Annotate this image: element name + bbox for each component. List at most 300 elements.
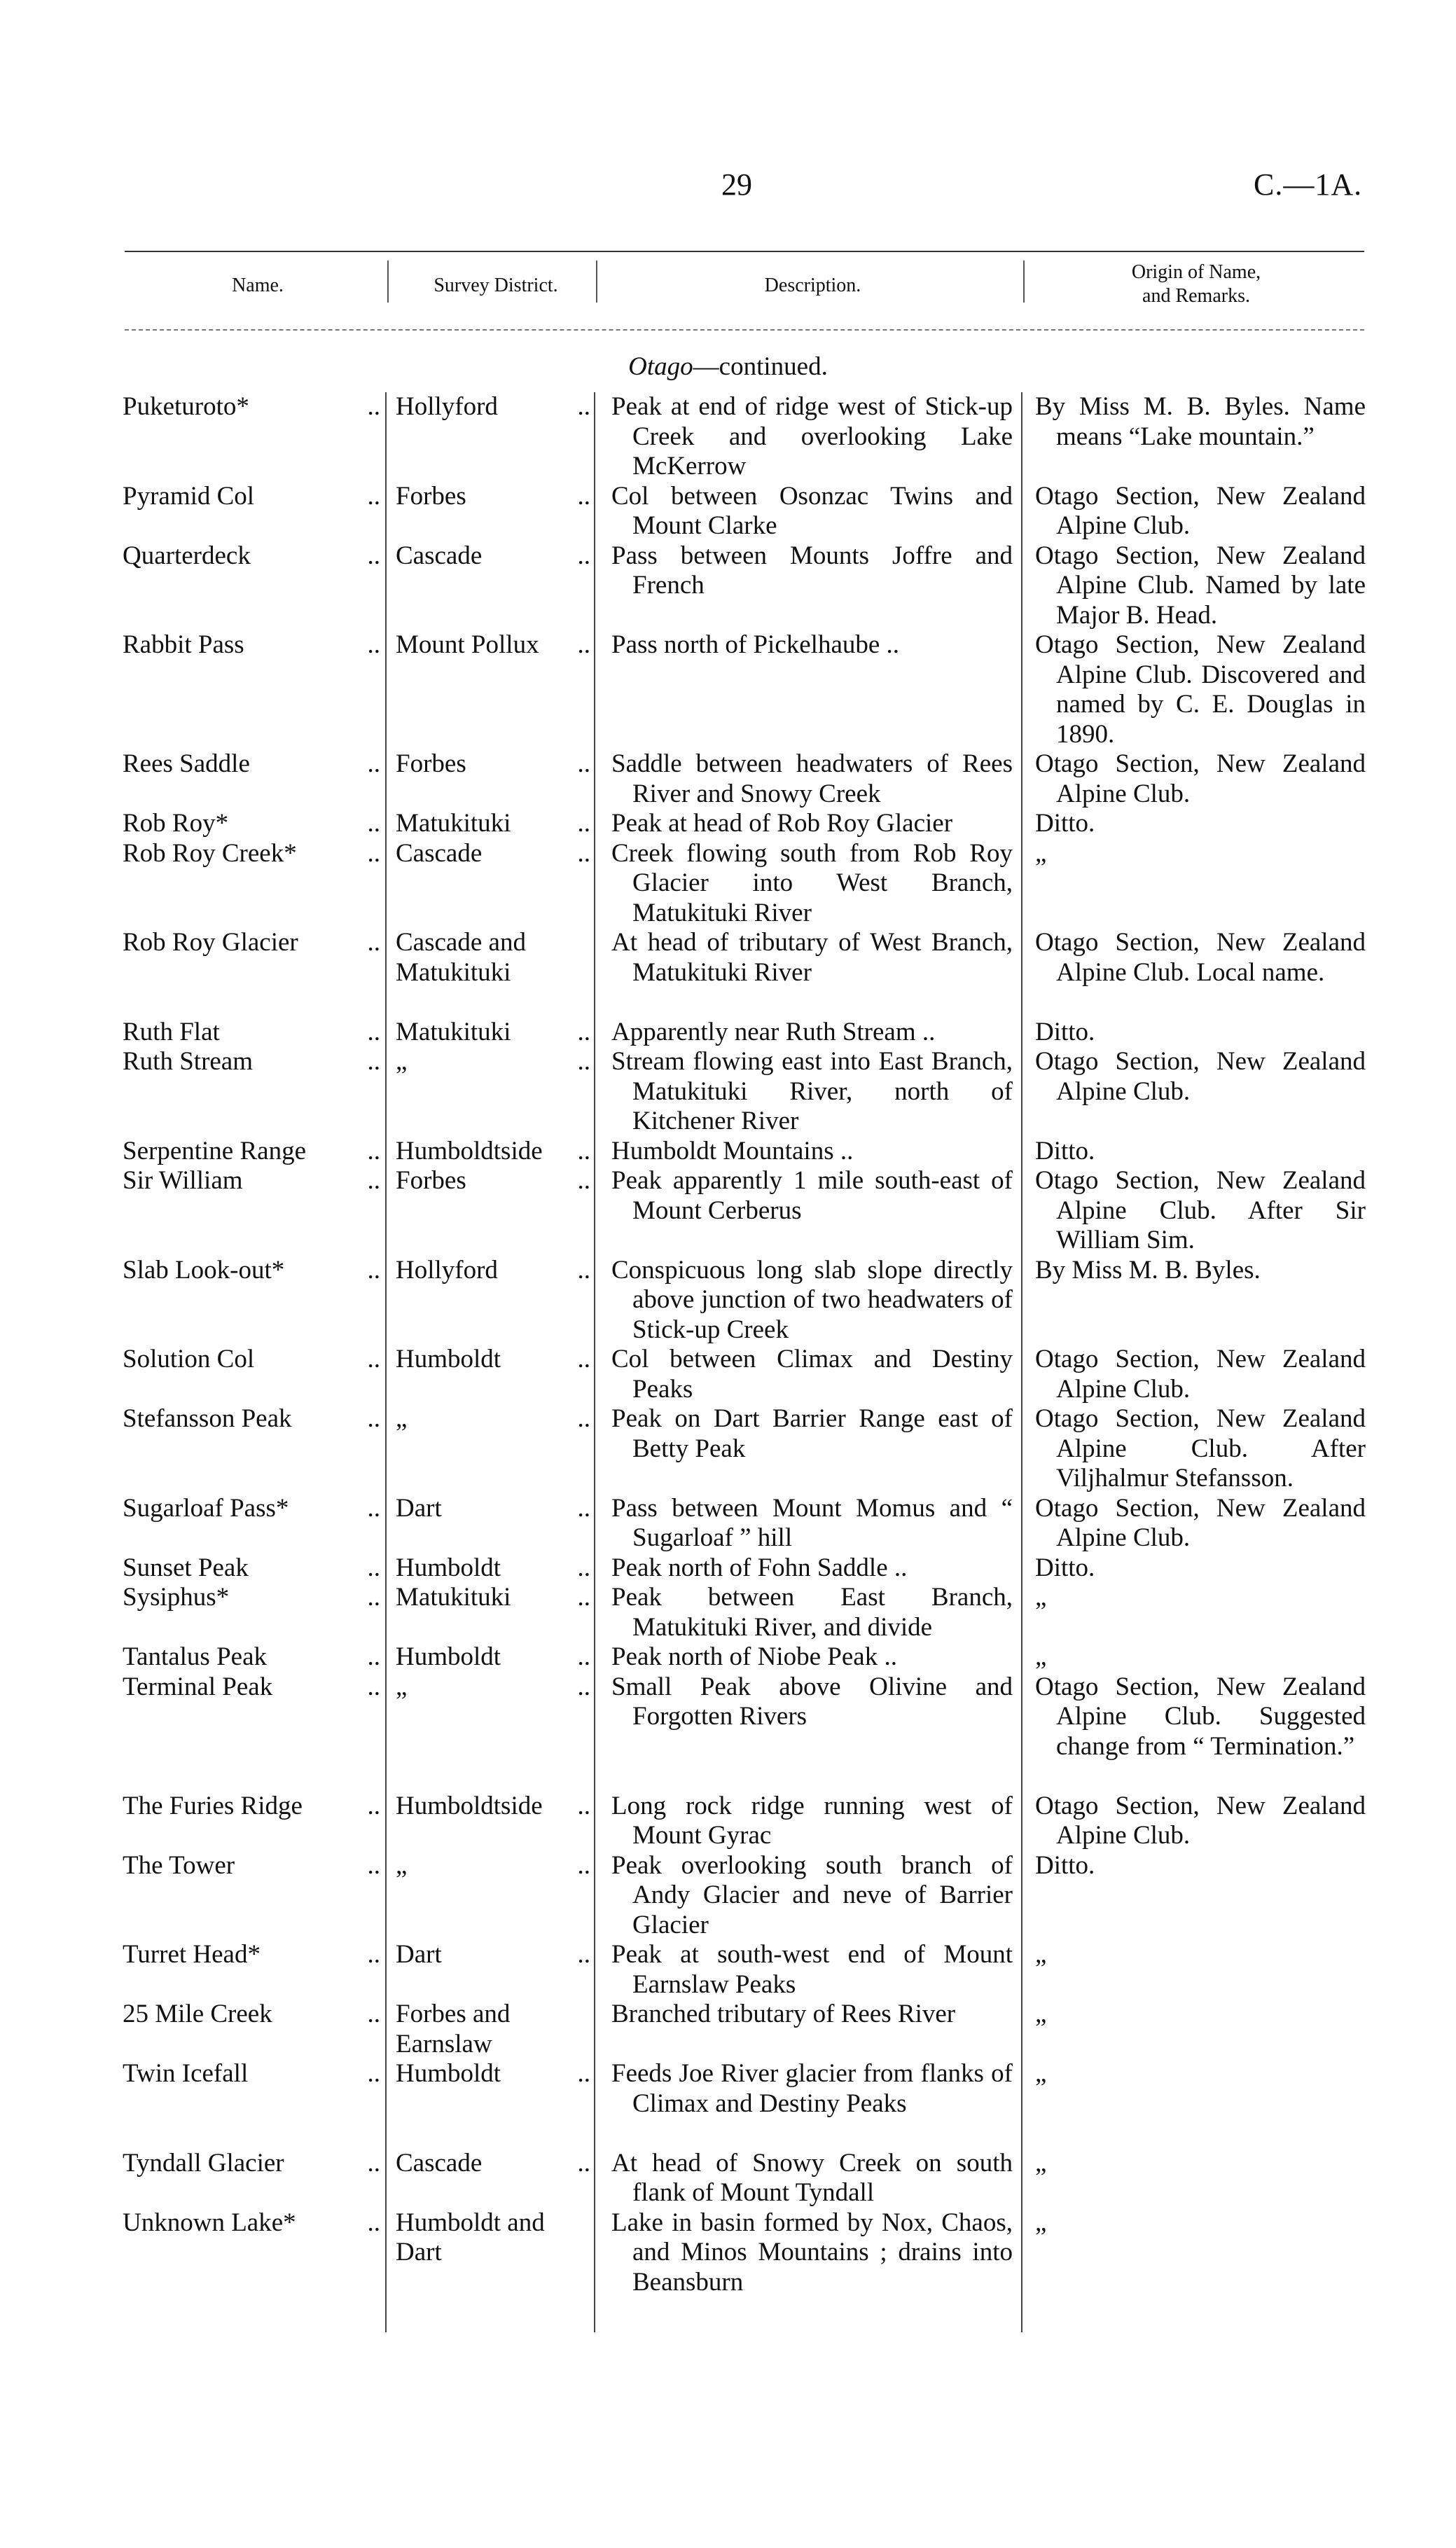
origin-cell <box>1022 2059 1366 2149</box>
name-cell <box>123 1166 389 1256</box>
description-cell-text: Saddle between headwaters of Rees River and Snowy Creek <box>611 749 1013 808</box>
description-cell <box>599 630 1022 749</box>
district-cell <box>389 482 599 541</box>
origin-cell <box>1022 1851 1366 1941</box>
district-cell-text: Humboldt <box>396 1345 501 1373</box>
description-cell-text: Branched tributary of Rees River <box>611 2000 956 2028</box>
name-cell-text: Rabbit Pass <box>123 630 244 659</box>
district-cell-text: Cascade and Matukituki <box>396 928 526 987</box>
description-cell-text: Peak on Dart Barrier Range east of Betty Peak <box>611 1404 1013 1463</box>
name-cell <box>123 2059 389 2149</box>
leader-dots: .. <box>367 928 380 957</box>
table-row <box>123 2059 1366 2149</box>
origin-cell <box>1022 839 1366 929</box>
description-cell <box>599 1940 1022 2000</box>
table-row <box>123 1256 1366 1345</box>
leader-dots: .. <box>367 2148 380 2177</box>
district-cell <box>389 1851 599 1941</box>
description-cell <box>599 1642 1022 1673</box>
description-cell <box>599 1256 1022 1345</box>
name-cell-text: Tantalus Peak <box>123 1642 267 1671</box>
name-cell <box>123 2000 389 2059</box>
description-cell-text: Stream flowing east into East Branch, Matukituki River, north of Kitchener River <box>611 1047 1013 1135</box>
district-cell-text: Humboldtside <box>396 1136 543 1165</box>
table-row <box>123 1673 1366 1792</box>
name-cell <box>123 1404 389 1494</box>
name-cell <box>123 630 389 749</box>
leader-dots: .. <box>367 1850 380 1880</box>
district-cell <box>389 541 599 631</box>
leader-dots: .. <box>577 838 590 868</box>
header-divider <box>387 261 389 303</box>
description-cell-text: Peak at south-west end of Mount Earnslaw Peaks <box>611 1940 1013 1999</box>
name-cell-text: Stefansson Peak <box>123 1404 292 1433</box>
district-cell-text: Cascade <box>396 541 483 570</box>
origin-cell-text: „ <box>1035 1583 1047 1612</box>
leader-dots: .. <box>577 1166 590 1195</box>
district-cell-text: Matukituki <box>396 1017 511 1046</box>
district-cell <box>389 392 599 482</box>
leader-dots: .. <box>367 1642 380 1671</box>
leader-dots: .. <box>577 749 590 778</box>
table-row <box>123 809 1366 839</box>
table-row <box>123 541 1366 631</box>
name-cell-text: Pyramid Col <box>123 481 255 511</box>
leader-dots: .. <box>367 1583 380 1612</box>
leader-dots: .. <box>577 1017 590 1046</box>
leader-dots: .. <box>577 1345 590 1373</box>
description-cell <box>599 1137 1022 1167</box>
origin-cell-text: Ditto. <box>1035 1017 1095 1046</box>
name-cell-text: Slab Look-out* <box>123 1255 285 1285</box>
leader-dots: .. <box>367 809 380 838</box>
name-cell <box>123 482 389 541</box>
origin-cell-text: By Miss M. B. Byles. <box>1035 1255 1261 1285</box>
origin-cell-text: „ <box>1035 2148 1047 2177</box>
description-cell-text: At head of Snowy Creek on south flank of Mount Tyndall <box>611 2148 1013 2207</box>
origin-cell <box>1022 1642 1366 1673</box>
description-cell <box>599 1673 1022 1792</box>
leader-dots: .. <box>367 2059 380 2088</box>
table-header <box>125 261 1364 324</box>
origin-cell <box>1022 1553 1366 1584</box>
leader-dots: .. <box>367 1791 380 1820</box>
header-top-rule <box>125 251 1364 252</box>
name-cell-text: Puketuroto* <box>123 392 249 421</box>
origin-cell-text: Otago Section, New Zealand Alpine Club. <box>1035 1493 1366 1552</box>
description-cell <box>599 482 1022 541</box>
district-cell <box>389 1792 599 1851</box>
origin-cell-text: „ <box>1035 1642 1047 1671</box>
district-cell <box>389 809 599 839</box>
description-cell-text: Conspicuous long slab slope directly above junction of two headwaters of Stick-up Creek <box>611 1255 1013 1344</box>
description-cell-text: Col between Osonzac Twins and Mount Clarke <box>611 481 1013 540</box>
description-cell-text: Col between Climax and Destiny Peaks <box>611 1345 1013 1404</box>
leader-dots: .. <box>577 630 590 659</box>
document-reference: C.—1A. <box>1254 167 1363 202</box>
leader-dots: .. <box>577 541 590 570</box>
description-cell <box>599 2208 1022 2298</box>
district-cell-text: Dart <box>396 1940 442 1969</box>
table-row <box>123 1018 1366 1048</box>
table-row <box>123 1137 1366 1167</box>
description-cell-text: Peak north of Niobe Peak .. <box>611 1642 897 1671</box>
table-row <box>123 1940 1366 2000</box>
leader-dots: .. <box>367 749 380 778</box>
description-cell-text: Pass between Mounts Joffre and French <box>611 541 1013 600</box>
origin-cell <box>1022 1018 1366 1048</box>
origin-cell-text: Ditto. <box>1035 1553 1095 1582</box>
name-cell-text: Sunset Peak <box>123 1553 249 1582</box>
description-cell-text: Peak at head of Rob Roy Glacier <box>611 809 953 838</box>
header-divider <box>596 261 597 303</box>
district-cell-text: Dart <box>396 1493 442 1523</box>
name-cell <box>123 1851 389 1941</box>
name-cell <box>123 928 389 1018</box>
district-cell <box>389 1553 599 1584</box>
leader-dots: .. <box>577 1672 590 1701</box>
table-row <box>123 1404 1366 1494</box>
leader-dots: .. <box>577 1583 590 1612</box>
description-cell <box>599 2149 1022 2208</box>
origin-cell <box>1022 1047 1366 1137</box>
origin-cell-text: Otago Section, New Zealand Alpine Club. After Sir William Sim. <box>1035 1166 1366 1254</box>
origin-cell-text: By Miss M. B. Byles. Name means “Lake mountain.” <box>1035 392 1366 451</box>
leader-dots: .. <box>367 1940 380 1969</box>
section-heading: Otago—continued. <box>628 352 828 381</box>
table-row <box>123 749 1366 809</box>
name-cell <box>123 1494 389 1553</box>
district-cell <box>389 1494 599 1553</box>
name-cell <box>123 1673 389 1792</box>
name-cell-text: Rob Roy Glacier <box>123 928 298 957</box>
name-cell <box>123 1940 389 2000</box>
origin-cell-text: Otago Section, New Zealand Alpine Club. Suggested change from “ Termination.” <box>1035 1672 1366 1761</box>
origin-cell <box>1022 392 1366 482</box>
name-cell <box>123 749 389 809</box>
table-row <box>123 1792 1366 1851</box>
origin-cell <box>1022 1345 1366 1404</box>
origin-cell-text: Otago Section, New Zealand Alpine Club. Local name. <box>1035 928 1366 987</box>
description-cell <box>599 1553 1022 1584</box>
district-cell-text: Matukituki <box>396 809 511 838</box>
district-cell <box>389 2059 599 2149</box>
origin-cell <box>1022 630 1366 749</box>
origin-cell <box>1022 1256 1366 1345</box>
description-cell-text: Long rock ridge running west of Mount Gyrac <box>611 1791 1013 1850</box>
description-cell-text: Creek flowing south from Rob Roy Glacier into West Branch, Matukituki River <box>611 838 1013 927</box>
name-cell <box>123 1137 389 1167</box>
description-cell-text: Humboldt Mountains .. <box>611 1136 854 1165</box>
name-cell-text: Twin Icefall <box>123 2059 249 2088</box>
district-cell-text: Humboldt <box>396 1642 501 1671</box>
header-divider <box>1023 261 1025 303</box>
leader-dots: .. <box>577 1493 590 1523</box>
name-cell-text: Ruth Stream <box>123 1047 254 1076</box>
district-cell <box>389 2149 599 2208</box>
origin-cell <box>1022 1792 1366 1851</box>
origin-cell <box>1022 1166 1366 1256</box>
district-cell-text: Forbes <box>396 749 466 778</box>
leader-dots: .. <box>367 630 380 659</box>
district-cell <box>389 2000 599 2059</box>
name-cell <box>123 1018 389 1048</box>
district-cell-text: Forbes and Earnslaw <box>396 2000 511 2058</box>
header-bottom-rule <box>125 329 1364 331</box>
district-cell-text: Forbes <box>396 481 466 511</box>
description-cell-text: Peak north of Fohn Saddle .. <box>611 1553 908 1582</box>
description-cell <box>599 1166 1022 1256</box>
district-cell <box>389 1047 599 1137</box>
description-cell-text: Apparently near Ruth Stream .. <box>611 1017 936 1046</box>
district-cell <box>389 1404 599 1494</box>
origin-cell-text: Otago Section, New Zealand Alpine Club. Named by late Major B. Head. <box>1035 541 1366 630</box>
district-cell-text: „ <box>396 1047 408 1076</box>
leader-dots: .. <box>577 1047 590 1076</box>
place-names-table <box>123 392 1366 2297</box>
district-cell <box>389 1137 599 1167</box>
name-cell <box>123 1256 389 1345</box>
table-row <box>123 1345 1366 1404</box>
origin-cell-text: Otago Section, New Zealand Alpine Club. <box>1035 481 1366 540</box>
leader-dots: .. <box>577 1255 590 1285</box>
district-cell <box>389 749 599 809</box>
district-cell <box>389 1256 599 1345</box>
origin-cell-text: Ditto. <box>1035 1136 1095 1165</box>
origin-cell-text: Otago Section, New Zealand Alpine Club. <box>1035 749 1366 808</box>
leader-dots: .. <box>367 541 380 570</box>
description-cell <box>599 541 1022 631</box>
table-row <box>123 392 1366 482</box>
name-cell-text: The Furies Ridge <box>123 1791 303 1820</box>
table-row <box>123 1851 1366 1941</box>
name-cell-text: Rob Roy* <box>123 809 229 838</box>
district-cell-text: „ <box>396 1404 408 1433</box>
leader-dots: .. <box>577 2148 590 2177</box>
name-cell-text: Sugarloaf Pass* <box>123 1493 289 1523</box>
district-cell-text: Hollyford <box>396 392 498 421</box>
table-row <box>123 1642 1366 1673</box>
district-cell <box>389 1345 599 1404</box>
name-cell-text: Ruth Flat <box>123 1017 220 1046</box>
district-cell-text: Cascade <box>396 838 483 868</box>
name-cell-text: Terminal Peak <box>123 1672 273 1701</box>
leader-dots: .. <box>577 1404 590 1433</box>
leader-dots: .. <box>367 1672 380 1701</box>
district-cell-text: Forbes <box>396 1166 466 1195</box>
district-cell-text: Humboldtside <box>396 1791 543 1820</box>
description-cell <box>599 392 1022 482</box>
leader-dots: .. <box>367 481 380 511</box>
name-cell-text: The Tower <box>123 1850 235 1880</box>
origin-cell <box>1022 2000 1366 2059</box>
origin-cell <box>1022 1940 1366 2000</box>
origin-cell <box>1022 2149 1366 2208</box>
origin-cell <box>1022 541 1366 631</box>
leader-dots: .. <box>367 1553 380 1582</box>
name-cell-text: Unknown Lake* <box>123 2208 296 2237</box>
origin-cell-text: Ditto. <box>1035 809 1095 838</box>
name-cell <box>123 541 389 631</box>
description-cell-text: Lake in basin formed by Nox, Chaos, and Minos Mountains ; drains into Beansburn <box>611 2208 1013 2297</box>
name-cell <box>123 1345 389 1404</box>
leader-dots: .. <box>577 1136 590 1165</box>
origin-cell <box>1022 482 1366 541</box>
name-cell-text: Rees Saddle <box>123 749 250 778</box>
table-row <box>123 482 1366 541</box>
origin-cell <box>1022 2208 1366 2298</box>
name-cell <box>123 1792 389 1851</box>
district-cell-text: Mount Pollux <box>396 630 539 659</box>
origin-cell-text: Otago Section, New Zealand Alpine Club. After Viljhalmur Stefansson. <box>1035 1404 1366 1493</box>
description-cell-text: Peak overlooking south branch of Andy Glacier and neve of Barrier Glacier <box>611 1850 1013 1939</box>
description-cell <box>599 1047 1022 1137</box>
name-cell <box>123 1553 389 1584</box>
description-cell <box>599 928 1022 1018</box>
table-row <box>123 1166 1366 1256</box>
district-cell <box>389 2208 599 2298</box>
leader-dots: .. <box>367 1166 380 1195</box>
leader-dots: .. <box>577 2059 590 2088</box>
description-cell <box>599 809 1022 839</box>
district-cell-text: Humboldt <box>396 2059 501 2088</box>
origin-cell-text: Ditto. <box>1035 1850 1095 1880</box>
origin-cell <box>1022 928 1366 1018</box>
district-cell <box>389 928 599 1018</box>
origin-cell-text: Otago Section, New Zealand Alpine Club. Discovered and named by C. E. Douglas in 1890. <box>1035 630 1366 749</box>
description-cell-text: Pass north of Pickelhaube .. <box>611 630 900 659</box>
leader-dots: .. <box>367 838 380 868</box>
district-cell-text: Hollyford <box>396 1255 498 1285</box>
name-cell-text: Quarterdeck <box>123 541 251 570</box>
description-cell <box>599 1792 1022 1851</box>
description-cell-text: Peak at end of ridge west of Stick-up Creek and overlooking Lake McKerrow <box>611 392 1013 480</box>
name-cell-text: Tyndall Glacier <box>123 2148 284 2177</box>
origin-cell-text: Otago Section, New Zealand Alpine Club. <box>1035 1345 1366 1404</box>
name-cell <box>123 839 389 929</box>
origin-cell-text: Otago Section, New Zealand Alpine Club. <box>1035 1791 1366 1850</box>
description-cell <box>599 1404 1022 1494</box>
leader-dots: .. <box>367 1017 380 1046</box>
description-cell-text: Small Peak above Olivine and Forgotten Rivers <box>611 1672 1013 1731</box>
leader-dots: .. <box>367 1136 380 1165</box>
description-cell-text: Peak between East Branch, Matukituki River, and divide <box>611 1583 1013 1642</box>
description-cell <box>599 1851 1022 1941</box>
origin-cell <box>1022 1583 1366 1642</box>
district-cell-text: Humboldt <box>396 1553 501 1582</box>
name-cell-text: Sir William <box>123 1166 243 1195</box>
name-cell <box>123 1642 389 1673</box>
name-cell <box>123 2149 389 2208</box>
district-cell <box>389 1018 599 1048</box>
table-row <box>123 1553 1366 1584</box>
name-cell <box>123 2208 389 2298</box>
description-cell <box>599 1345 1022 1404</box>
leader-dots: .. <box>577 481 590 511</box>
origin-cell-text: „ <box>1035 2208 1047 2237</box>
col-header-name: Name. <box>232 275 284 296</box>
origin-cell <box>1022 809 1366 839</box>
leader-dots: .. <box>577 1850 590 1880</box>
table-row <box>123 1583 1366 1642</box>
table-row <box>123 2149 1366 2208</box>
district-cell <box>389 839 599 929</box>
origin-cell <box>1022 1673 1366 1792</box>
leader-dots: .. <box>367 1255 380 1285</box>
name-cell-text: Serpentine Range <box>123 1136 306 1165</box>
leader-dots: .. <box>367 1404 380 1433</box>
col-header-description: Description. <box>764 275 861 296</box>
table-row <box>123 2000 1366 2059</box>
description-cell-text: Feeds Joe River glacier from flanks of Climax and Destiny Peaks <box>611 2059 1013 2118</box>
origin-cell <box>1022 1137 1366 1167</box>
origin-cell-text: „ <box>1035 1940 1047 1969</box>
table-row <box>123 2208 1366 2298</box>
table-row <box>123 1047 1366 1137</box>
name-cell-text: Rob Roy Creek* <box>123 838 297 868</box>
description-cell <box>599 2000 1022 2059</box>
origin-cell-text: „ <box>1035 2059 1047 2088</box>
leader-dots: .. <box>367 1047 380 1076</box>
leader-dots: .. <box>577 1642 590 1671</box>
district-cell-text: „ <box>396 1850 408 1880</box>
description-cell <box>599 1494 1022 1553</box>
leader-dots: .. <box>577 1940 590 1969</box>
name-cell-text: Sysiphus* <box>123 1583 230 1612</box>
leader-dots: .. <box>367 1345 380 1373</box>
table-row <box>123 839 1366 929</box>
name-cell <box>123 1047 389 1137</box>
name-cell-text: Turret Head* <box>123 1940 261 1969</box>
description-cell <box>599 1583 1022 1642</box>
col-header-district: Survey District. <box>434 275 558 296</box>
description-cell-text: Pass between Mount Momus and “ Sugarloaf ” hill <box>611 1493 1013 1552</box>
name-cell-text: 25 Mile Creek <box>123 2000 272 2028</box>
origin-cell-text: „ <box>1035 2000 1047 2028</box>
table-row <box>123 1494 1366 1553</box>
leader-dots: .. <box>577 809 590 838</box>
district-cell-text: Humboldt and Dart <box>396 2208 545 2266</box>
origin-cell <box>1022 1404 1366 1494</box>
origin-cell-text: „ <box>1035 838 1047 868</box>
leader-dots: .. <box>577 1791 590 1820</box>
district-cell <box>389 1642 599 1673</box>
page-number: 29 <box>721 167 752 202</box>
col-header-origin: Origin of Name, and Remarks. <box>1131 261 1261 307</box>
district-cell-text: „ <box>396 1672 408 1701</box>
name-cell <box>123 809 389 839</box>
name-cell <box>123 1583 389 1642</box>
leader-dots: .. <box>367 1493 380 1523</box>
origin-cell <box>1022 749 1366 809</box>
district-cell <box>389 1166 599 1256</box>
district-cell <box>389 630 599 749</box>
description-cell-text: Peak apparently 1 mile south-east of Mount Cerberus <box>611 1166 1013 1225</box>
table-row <box>123 630 1366 749</box>
leader-dots: .. <box>367 392 380 421</box>
leader-dots: .. <box>367 2208 380 2237</box>
origin-cell-text: Otago Section, New Zealand Alpine Club. <box>1035 1047 1366 1106</box>
district-cell-text: Cascade <box>396 2148 483 2177</box>
leader-dots: .. <box>577 392 590 421</box>
description-cell <box>599 839 1022 929</box>
description-cell <box>599 749 1022 809</box>
description-cell <box>599 2059 1022 2149</box>
leader-dots: .. <box>577 1553 590 1582</box>
description-cell <box>599 1018 1022 1048</box>
district-cell <box>389 1940 599 2000</box>
origin-cell <box>1022 1494 1366 1553</box>
